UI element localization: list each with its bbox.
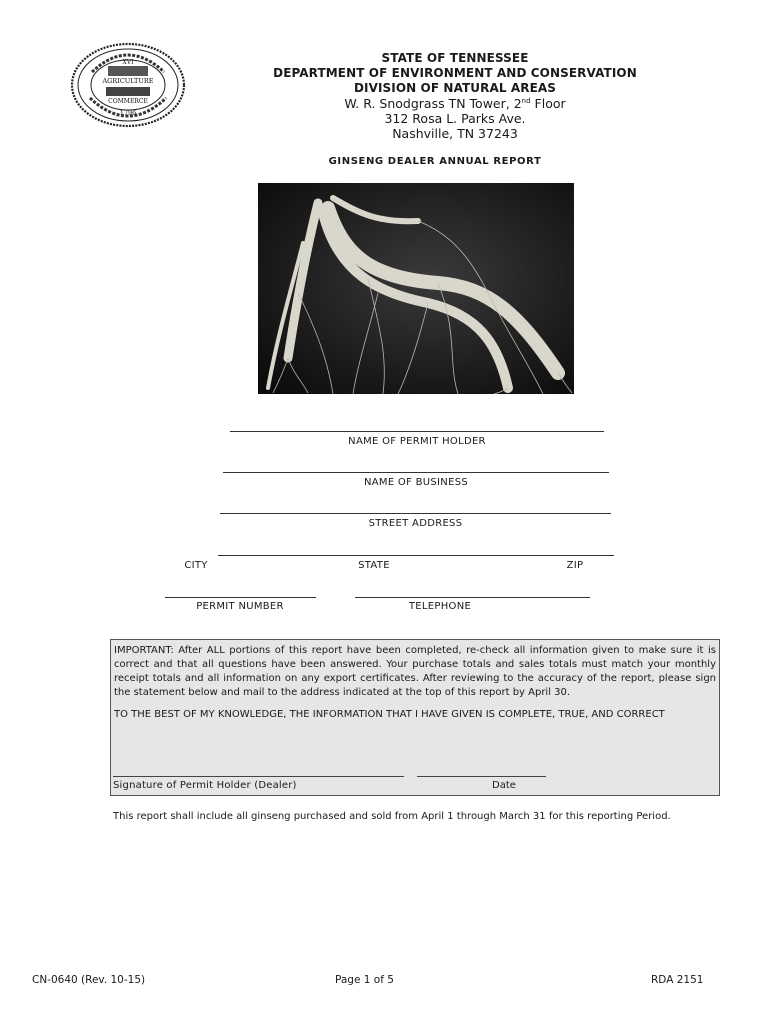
business-name-label: NAME OF BUSINESS — [363, 477, 469, 488]
city-state-zip-line[interactable] — [218, 555, 614, 556]
header-state: STATE OF TENNESSEE — [381, 51, 529, 65]
date-label: Date — [492, 780, 516, 791]
telephone-line[interactable] — [355, 597, 590, 598]
street-address-line[interactable] — [220, 513, 611, 514]
permit-holder-label: NAME OF PERMIT HOLDER — [348, 436, 486, 447]
header-address-line2: 312 Rosa L. Parks Ave. — [384, 111, 526, 126]
svg-text:XVI: XVI — [122, 59, 134, 66]
telephone-label: TELEPHONE — [408, 601, 472, 612]
important-notice-text: IMPORTANT: After ALL portions of this report have been completed, re-check all information given to make sure it is correct and that all questions have been answered. Your purchase totals and sales totals must match your monthly receipt totals and all information on any export certificates. After reviewing to the accuracy of the report, please sign the statement below and mail to the address indicated at the top of this report by April 30. — [114, 645, 716, 698]
header-address-line1: W. R. Snodgrass TN Tower, 2nd Floor — [344, 96, 566, 111]
zip-label: ZIP — [566, 560, 584, 571]
header-address-line3: Nashville, TN 37243 — [392, 126, 518, 141]
state-label: STATE — [358, 560, 390, 571]
permit-holder-line[interactable] — [230, 431, 604, 432]
rda-number: RDA 2151 — [651, 974, 704, 986]
report-title: GINSENG DEALER ANNUAL REPORT — [328, 156, 542, 167]
page-number: Page 1 of 5 — [335, 974, 394, 986]
signature-label: Signature of Permit Holder (Dealer) — [113, 780, 297, 791]
ginseng-root-photo — [258, 183, 574, 394]
permit-number-label: PERMIT NUMBER — [196, 601, 284, 612]
date-line[interactable] — [417, 776, 546, 777]
permit-number-line[interactable] — [165, 597, 316, 598]
svg-text:AGRICULTURE: AGRICULTURE — [102, 77, 154, 85]
svg-text:1796: 1796 — [119, 109, 137, 117]
state-seal-logo — [70, 42, 186, 128]
city-label: CITY — [184, 560, 208, 571]
certification-statement: TO THE BEST OF MY KNOWLEDGE, THE INFORMATION THAT I HAVE GIVEN IS COMPLETE, TRUE, AND CORRECT — [114, 709, 665, 720]
signature-line[interactable] — [113, 776, 404, 777]
form-number: CN-0640 (Rev. 10-15) — [32, 974, 146, 986]
business-name-line[interactable] — [223, 472, 609, 473]
street-address-label: STREET ADDRESS — [368, 518, 463, 529]
svg-text:COMMERCE: COMMERCE — [108, 98, 148, 105]
header-division: DIVISION OF NATURAL AREAS — [353, 81, 557, 95]
reporting-period-note: This report shall include all ginseng purchased and sold from April 1 through March 31 for this reporting Period. — [113, 811, 671, 822]
important-notice-box — [110, 639, 720, 796]
header-department: DEPARTMENT OF ENVIRONMENT AND CONSERVATION — [273, 66, 637, 80]
